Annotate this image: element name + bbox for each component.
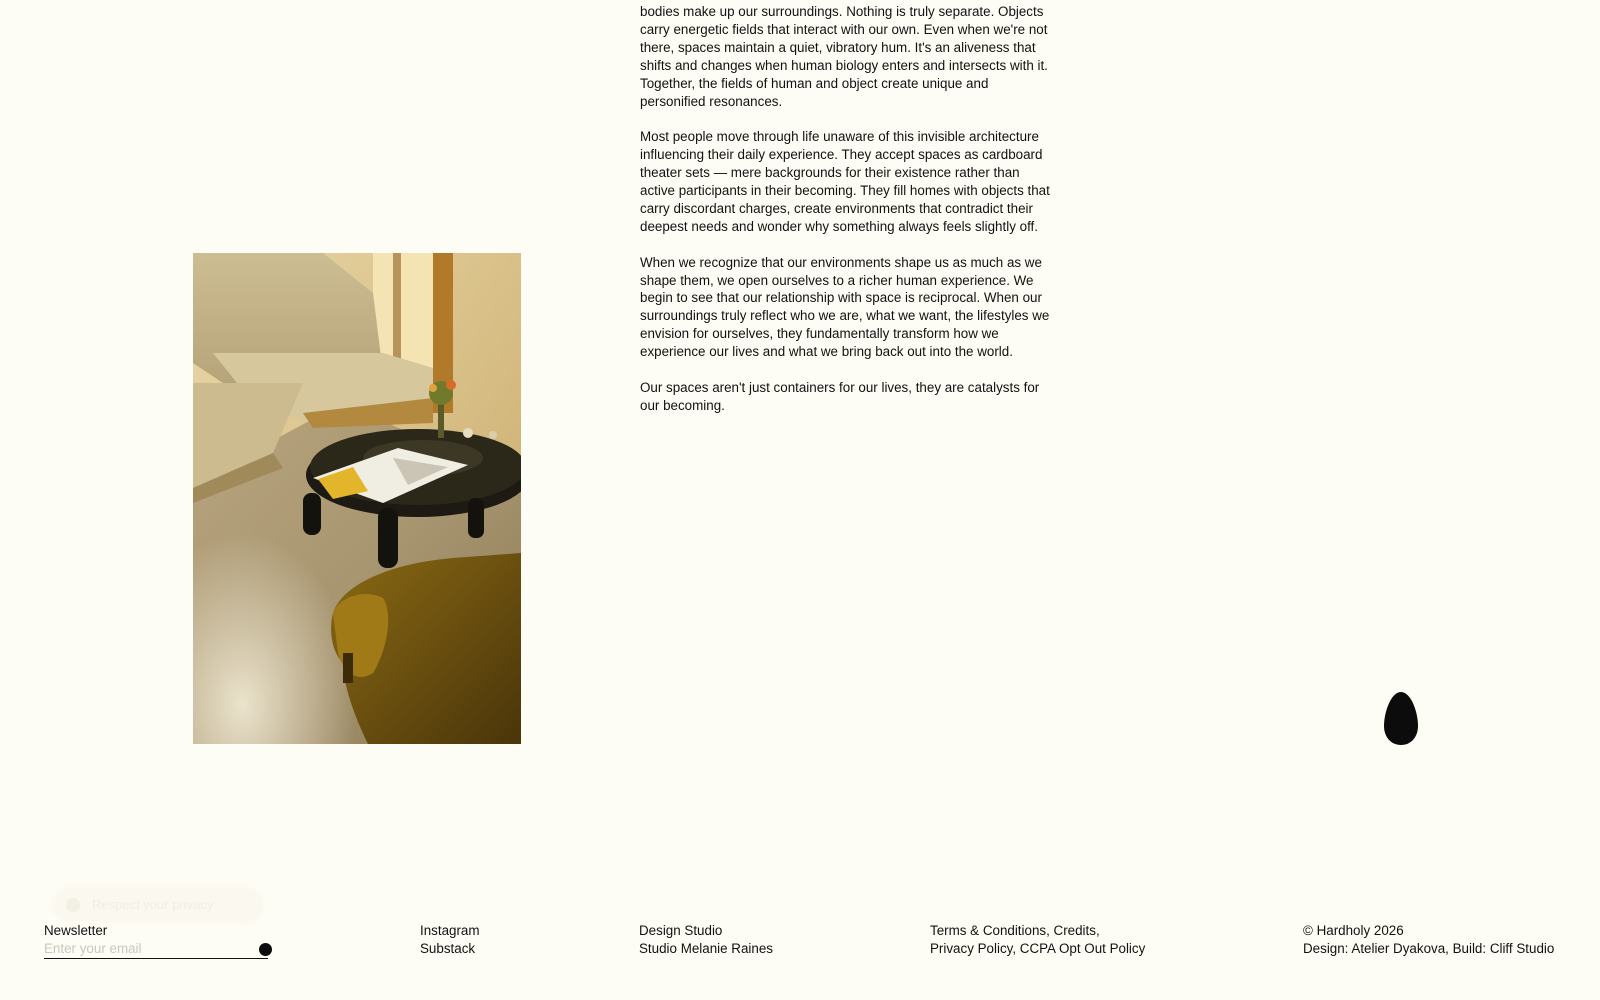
cookie-consent-label: Respect your privacy	[92, 897, 214, 912]
article-paragraph-3: When we recognize that our environments shape us as much as we shape them, we open ourselves to a richer human experience. We begin to see that our relationship with space is reciprocal. When our surroundings truly reflect who we are, what we want, the lifestyles we envision for ourselves, they fundamentally transform how we experience our lives and what we bring back out into the world.	[640, 254, 1050, 360]
instagram-link[interactable]: Instagram	[420, 923, 480, 938]
copyright-text: © Hardholy 2026	[1303, 923, 1404, 938]
substack-link[interactable]: Substack	[420, 940, 476, 956]
privacy-ccpa-link[interactable]: Privacy Policy, CCPA Opt Out Policy	[930, 940, 1146, 956]
newsletter-submit-button[interactable]	[259, 943, 272, 956]
terms-credits-link[interactable]: Terms & Conditions, Credits,	[930, 923, 1100, 938]
article-paragraph-1: bodies make up our surroundings. Nothing is truly separate. Objects carry energetic fields that interact with our own. Even when we're not there, spaces maintain a quiet, vibratory hum. It's an aliveness that shifts and changes when human biology enters and intersects with it. Together, the fields of human and object create unique and personified resonances.	[640, 4, 1048, 109]
legal-links	[930, 922, 1145, 958]
social-links	[420, 922, 480, 958]
newsletter-section	[44, 922, 270, 959]
interior-photo	[193, 253, 521, 744]
drop-mark-icon	[1384, 692, 1418, 745]
design-build-credits-link[interactable]: Design: Atelier Dyakova, Build: Cliff Studio	[1303, 940, 1555, 956]
copyright-section	[1303, 922, 1554, 958]
cookie-icon	[66, 898, 80, 912]
cookie-consent-pill[interactable]	[54, 889, 262, 921]
newsletter-label: Newsletter	[44, 923, 108, 938]
article-body	[640, 3, 1050, 433]
studio-melanie-raines-link[interactable]: Studio Melanie Raines	[639, 940, 773, 956]
newsletter-form	[44, 940, 268, 959]
design-studio-link[interactable]: Design Studio	[639, 923, 723, 938]
newsletter-email-input[interactable]	[44, 940, 244, 957]
article-paragraph-4: Our spaces aren't just containers for our lives, they are catalysts for our becoming.	[640, 379, 1040, 413]
studio-links	[639, 922, 773, 958]
article-paragraph-2: Most people move through life unaware of this invisible architecture influencing their daily experience. They accept spaces as cardboard theater sets — mere backgrounds for their existence rather than active participants in their becoming. They fill homes with objects that carry discordant charges, create environments that contradict their deepest needs and wonder why something always feels slightly off.	[640, 129, 1050, 234]
